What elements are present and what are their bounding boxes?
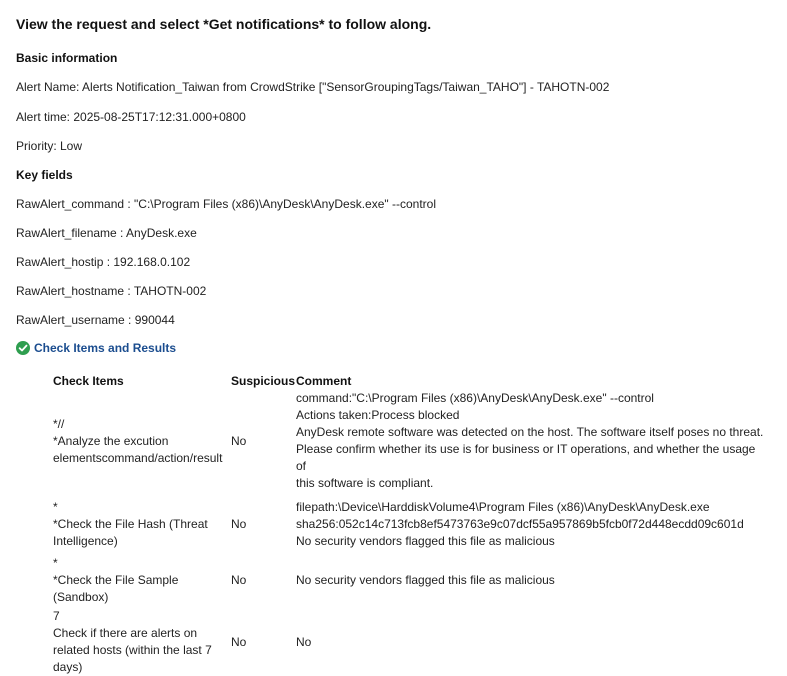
comment-line: this software is compliant. (296, 476, 434, 490)
comment-line: command:"C:\Program Files (x86)\AnyDesk\AnyDesk.exe" --control (296, 391, 654, 405)
comment-cell (296, 608, 766, 676)
table-row (53, 492, 766, 552)
check-items-title: Check Items and Results (34, 341, 177, 355)
priority: Priority: Low (16, 139, 83, 153)
check-item-line: related hosts (within the last 7 (53, 643, 212, 657)
check-item-line: *Check the File Sample (53, 572, 179, 587)
column-header-suspicious: Suspicious (231, 374, 296, 388)
comment-cell (296, 492, 766, 552)
alert-name: Alert Name: Alerts Notification_Taiwan from CrowdStrike ["SensorGroupingTags/Taiwan_TAHO"] - TAHOTN-002 (16, 80, 610, 94)
check-item-line: days) (53, 660, 83, 674)
comment-line: filepath:\Device\HarddiskVolume4\Program Files (x86)\AnyDesk\AnyDesk.exe (296, 499, 710, 514)
key-fields-heading: Key fields (16, 168, 73, 182)
check-item-line: * (53, 555, 58, 570)
check-item-line: Check if there are alerts on (53, 626, 198, 640)
key-field-username: RawAlert_username : 990044 (16, 313, 175, 327)
suspicious-cell: No (231, 516, 247, 531)
check-items-header (16, 341, 176, 355)
table-row (53, 608, 766, 676)
comment-cell (296, 552, 766, 608)
key-field-filename: RawAlert_filename : AnyDesk.exe (16, 226, 197, 240)
check-item-cell (53, 492, 231, 552)
check-item-line: Intelligence) (53, 533, 118, 548)
suspicious-cell: No (231, 433, 247, 448)
alert-time: Alert time: 2025-08-25T17:12:31.000+0800 (16, 110, 246, 124)
suspicious-cell: No (231, 634, 247, 649)
check-item-line: * (53, 499, 58, 514)
basic-info-heading: Basic information (16, 51, 118, 65)
comment-line: Actions taken:Process blocked (296, 408, 460, 422)
check-item-line: *Analyze the excution (53, 433, 169, 448)
table-row (53, 552, 766, 608)
key-field-hostip: RawAlert_hostip : 192.168.0.102 (16, 255, 191, 269)
check-item-line: (Sandbox) (53, 589, 109, 604)
check-item-line: *Check the File Hash (Threat (53, 516, 208, 531)
comment-cell (296, 390, 766, 492)
column-header-comment: Comment (296, 374, 352, 388)
key-field-command: RawAlert_command : "C:\Program Files (x86)\AnyDesk\AnyDesk.exe" --control (16, 197, 436, 211)
check-item-line: 7 (53, 609, 60, 623)
comment-line: No security vendors flagged this file as malicious (296, 572, 555, 587)
check-item-cell (53, 552, 231, 608)
comment-line: AnyDesk remote software was detected on the host. The software itself poses no threat. (296, 425, 764, 439)
suspicious-cell: No (231, 572, 247, 587)
table-header-row (53, 372, 766, 390)
page-title: View the request and select *Get notifications* to follow along. (16, 16, 432, 32)
check-item-line: *// (53, 416, 65, 431)
check-results-table (53, 372, 766, 676)
key-field-hostname: RawAlert_hostname : TAHOTN-002 (16, 284, 207, 298)
comment-line: No security vendors flagged this file as malicious (296, 533, 555, 548)
comment-line: Please confirm whether its use is for business or IT operations, and whether the usage of (296, 442, 756, 473)
table-row (53, 390, 766, 492)
comment-line: sha256:052c14c713fcb8ef5473763e9c07dcf55a957869b5fcb0f72d448ecdd09c601d (296, 516, 744, 531)
check-item-cell (53, 608, 231, 676)
check-circle-icon (16, 341, 30, 355)
check-item-cell (53, 390, 231, 492)
check-item-line: elementscommand/action/result (53, 450, 223, 465)
comment-line: No (296, 634, 312, 649)
column-header-check-items: Check Items (53, 374, 124, 388)
